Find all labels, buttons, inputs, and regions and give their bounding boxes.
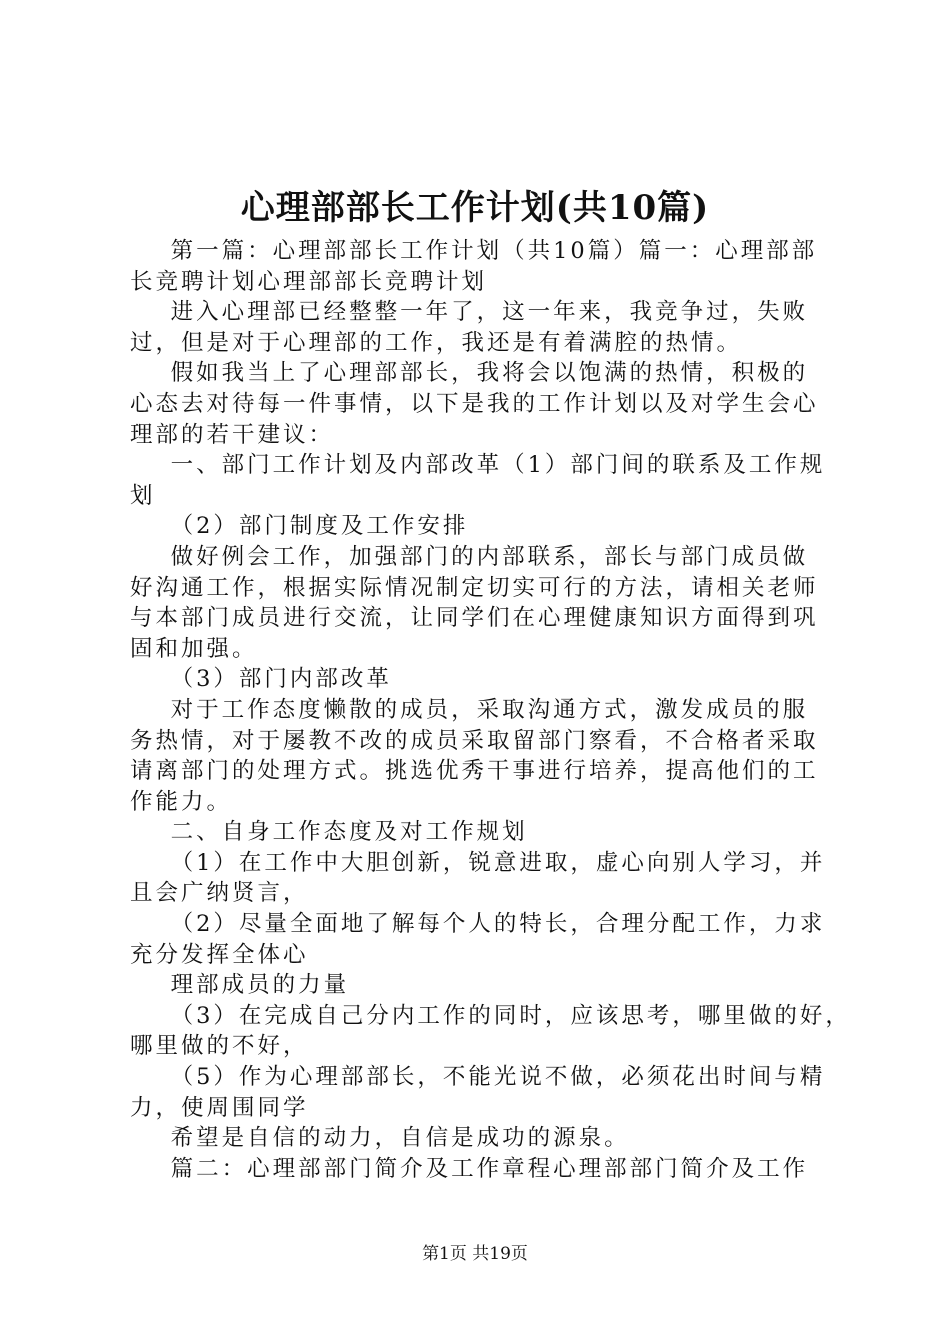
body-line: 进入心理部已经整整一年了，这一年来，我竞争过，失败 <box>130 299 809 326</box>
body-line: 充分发挥全体心 <box>130 941 309 968</box>
body-line: 做好例会工作，加强部门的内部联系，部长与部门成员做 <box>130 543 809 570</box>
body-line: 理部成员的力量 <box>130 972 350 999</box>
body-line: 长竞聘计划心理部部长竞聘计划 <box>130 268 488 295</box>
body-line: 理部的若干建议： <box>130 421 335 448</box>
body-line: 第一篇：心理部部长工作计划（共10篇）篇一：心理部部 <box>130 238 818 264</box>
body-line: （2）部门制度及工作安排 <box>130 513 469 540</box>
body-line: 作能力。 <box>130 788 233 815</box>
body-line: 固和加强。 <box>130 635 258 662</box>
body-line: 与本部门成员进行交流，让同学们在心理健康知识方面得到巩 <box>130 605 819 632</box>
body-line: 划 <box>130 482 156 509</box>
page-footer: 第1页 共19页 <box>422 1244 528 1264</box>
body-line: 假如我当上了心理部部长，我将会以饱满的热情，积极的 <box>130 360 809 387</box>
body-line: 二、自身工作态度及对工作规划 <box>130 819 528 846</box>
body-line: 哪里做的不好， <box>130 1033 309 1060</box>
body-line: （5）作为心理部部长，不能光说不做，必须花出时间与精 <box>130 1064 826 1091</box>
body-line: 力，使周围同学 <box>130 1094 309 1121</box>
body-line: （3）在完成自己分内工作的同时，应该思考，哪里做的好， <box>130 1002 851 1029</box>
body-line: 希望是自信的动力，自信是成功的源泉。 <box>130 1125 630 1152</box>
body-line: 且会广纳贤言， <box>130 880 309 907</box>
body-line: （3）部门内部改革 <box>130 666 392 693</box>
body-line: 务热情，对于屡教不改的成员采取留部门察看，不合格者采取 <box>130 727 819 754</box>
body-line: （1）在工作中大胆创新，锐意进取，虚心向别人学习，并 <box>130 849 826 876</box>
body-line: 请离部门的处理方式。挑选优秀干事进行培养，提高他们的工 <box>130 758 819 785</box>
document-title: 心理部部长工作计划(共10篇) <box>240 188 710 228</box>
body-line: 对于工作态度懒散的成员，采取沟通方式，激发成员的服 <box>130 696 809 723</box>
body-line: 过，但是对于心理部的工作，我还是有着满腔的热情。 <box>130 329 743 356</box>
body-line: 一、部门工作计划及内部改革（1）部门间的联系及工作规 <box>130 452 826 479</box>
body-line: 篇二：心理部部门简介及工作章程心理部部门简介及工作 <box>130 1155 809 1182</box>
body-line: 好沟通工作，根据实际情况制定切实可行的方法，请相关老师 <box>130 574 819 601</box>
body-line: （2）尽量全面地了解每个人的特长，合理分配工作，力求 <box>130 911 826 938</box>
body-line: 心态去对待每一件事情，以下是我的工作计划以及对学生会心 <box>130 390 819 417</box>
document-body <box>130 236 851 1184</box>
